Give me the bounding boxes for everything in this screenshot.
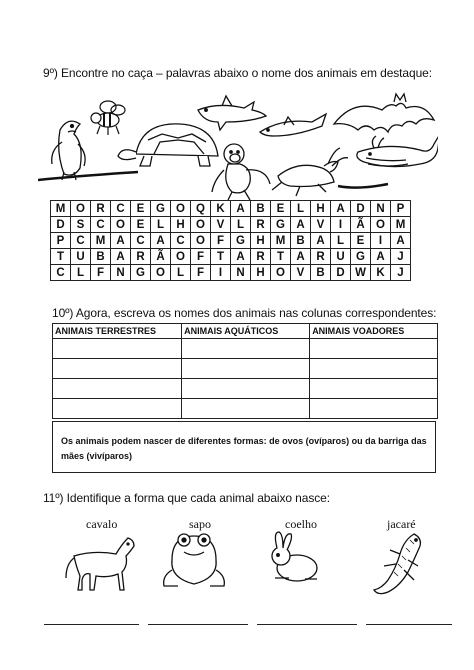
word-search-letter[interactable]: R: [131, 249, 151, 265]
horse-icon: [62, 530, 142, 594]
alligator-icon: [370, 530, 432, 596]
answer-cell[interactable]: [310, 379, 438, 399]
word-search-letter[interactable]: A: [331, 201, 351, 217]
word-search-letter[interactable]: L: [71, 265, 91, 281]
word-search-letter[interactable]: A: [231, 249, 251, 265]
answer-line-sapo[interactable]: [148, 624, 248, 625]
word-search-letter[interactable]: G: [271, 217, 291, 233]
word-search-letter[interactable]: C: [131, 233, 151, 249]
answer-cell[interactable]: [310, 339, 438, 359]
question-11-text: 11º) Identifique a forma que cada animal abaixo nasce:: [43, 491, 330, 505]
word-search-letter[interactable]: D: [351, 201, 371, 217]
word-search-letter[interactable]: C: [51, 265, 71, 281]
word-search-letter[interactable]: O: [111, 217, 131, 233]
word-search-letter[interactable]: U: [331, 249, 351, 265]
word-search-letter[interactable]: U: [71, 249, 91, 265]
word-search-letter[interactable]: N: [371, 201, 391, 217]
info-box: [52, 421, 436, 473]
answer-cell[interactable]: [310, 399, 438, 419]
shark-icon: [198, 96, 266, 130]
word-search-letter[interactable]: L: [231, 217, 251, 233]
word-search-letter[interactable]: M: [51, 201, 71, 217]
answer-cell[interactable]: [310, 359, 438, 379]
word-search-letter[interactable]: O: [271, 265, 291, 281]
word-search-letter[interactable]: R: [311, 249, 331, 265]
whale-icon: [357, 134, 438, 167]
word-search-letter[interactable]: G: [351, 249, 371, 265]
word-search-letter[interactable]: A: [371, 249, 391, 265]
word-search-letter[interactable]: V: [211, 217, 231, 233]
answer-line-cavalo[interactable]: [44, 624, 139, 625]
word-search-letter[interactable]: B: [291, 233, 311, 249]
answer-cell[interactable]: [182, 379, 310, 399]
word-search-letter[interactable]: O: [191, 233, 211, 249]
word-search-letter[interactable]: L: [151, 217, 171, 233]
word-search-letter[interactable]: A: [111, 233, 131, 249]
word-search-letter[interactable]: B: [311, 265, 331, 281]
word-search-letter[interactable]: F: [211, 233, 231, 249]
word-search-letter[interactable]: H: [251, 265, 271, 281]
word-search-letter[interactable]: O: [371, 217, 391, 233]
word-search-letter[interactable]: V: [291, 265, 311, 281]
word-search-letter[interactable]: T: [271, 249, 291, 265]
animal-label-sapo: sapo: [189, 517, 211, 531]
word-search-letter[interactable]: E: [271, 201, 291, 217]
word-search-letter[interactable]: S: [71, 217, 91, 233]
header-terrestrial: ANIMAIS TERRESTRES: [53, 324, 182, 339]
word-search-letter[interactable]: A: [111, 249, 131, 265]
header-aquatic: ANIMAIS AQUÁTICOS: [182, 324, 310, 339]
word-search-letter[interactable]: R: [91, 201, 111, 217]
bee-icon: [91, 101, 125, 135]
question-9-text: 9º) Encontre no caça – palavras abaixo o nome dos animais em destaque:: [43, 66, 432, 80]
header-flying: ANIMAIS VOADORES: [310, 324, 438, 339]
word-search-letter[interactable]: V: [311, 217, 331, 233]
word-search-letter[interactable]: A: [391, 233, 411, 249]
info-text: Os animais podem nascer de diferentes formas: de ovos (ovíparos) ou da barriga das mães (vivíparos): [61, 436, 427, 461]
word-search-letter[interactable]: O: [191, 217, 211, 233]
word-search-letter[interactable]: B: [91, 249, 111, 265]
word-search-letter[interactable]: O: [171, 249, 191, 265]
animal-columns-table: [52, 323, 438, 419]
animal-label-coelho: coelho: [285, 517, 317, 531]
word-search-letter[interactable]: G: [151, 201, 171, 217]
monkey-icon: [212, 144, 270, 200]
word-search-letter[interactable]: M: [391, 217, 411, 233]
word-search-letter[interactable]: O: [171, 201, 191, 217]
word-search-letter[interactable]: K: [211, 201, 231, 217]
answer-cell[interactable]: [53, 399, 182, 419]
answer-cell[interactable]: [182, 339, 310, 359]
word-search-letter[interactable]: N: [111, 265, 131, 281]
word-search-letter[interactable]: F: [91, 265, 111, 281]
word-search-letter[interactable]: W: [351, 265, 371, 281]
word-search-letter[interactable]: L: [331, 233, 351, 249]
answer-cell[interactable]: [182, 399, 310, 419]
animal-label-jacare: jacaré: [387, 517, 416, 531]
word-search-letter[interactable]: F: [191, 249, 211, 265]
word-search-letter[interactable]: E: [131, 201, 151, 217]
word-search-row: [51, 265, 411, 281]
word-search-letter[interactable]: C: [111, 201, 131, 217]
question-10-text: 10º) Agora, escreva os nomes dos animais nas colunas correspondentes:: [52, 306, 437, 320]
word-search-letter[interactable]: C: [71, 233, 91, 249]
word-search-letter[interactable]: L: [291, 201, 311, 217]
word-search-letter[interactable]: C: [171, 233, 191, 249]
word-search-row: [51, 233, 411, 249]
bat-icon: [334, 94, 434, 132]
word-search-letter[interactable]: L: [171, 265, 191, 281]
animal-label-cavalo: cavalo: [86, 517, 118, 531]
word-search-row: [51, 217, 411, 233]
word-search-row: [51, 201, 411, 217]
word-search-letter[interactable]: N: [231, 265, 251, 281]
frog-icon: [160, 530, 226, 590]
word-search-letter[interactable]: I: [371, 233, 391, 249]
word-search-letter[interactable]: J: [391, 265, 411, 281]
rabbit-icon: [265, 530, 325, 586]
word-search-letter[interactable]: M: [91, 233, 111, 249]
word-search-letter[interactable]: M: [271, 233, 291, 249]
word-search-letter[interactable]: B: [251, 201, 271, 217]
word-search-letter[interactable]: I: [211, 265, 231, 281]
answer-cell[interactable]: [53, 339, 182, 359]
word-search-row: [51, 249, 411, 265]
word-search-letter[interactable]: P: [51, 233, 71, 249]
word-search-letter[interactable]: A: [231, 201, 251, 217]
word-search-letter[interactable]: A: [291, 249, 311, 265]
answer-cell[interactable]: [53, 379, 182, 399]
animals-illustration: [38, 92, 438, 202]
answer-cell[interactable]: [182, 359, 310, 379]
word-search-letter[interactable]: C: [91, 217, 111, 233]
word-search-letter[interactable]: T: [211, 249, 231, 265]
word-search-letter[interactable]: O: [151, 265, 171, 281]
word-search-letter[interactable]: F: [191, 265, 211, 281]
word-search-letter[interactable]: A: [291, 217, 311, 233]
word-search-letter[interactable]: J: [391, 249, 411, 265]
dolphin-icon: [260, 114, 326, 136]
word-search-letter[interactable]: D: [51, 217, 71, 233]
word-search-letter[interactable]: A: [311, 233, 331, 249]
word-search-letter[interactable]: A: [151, 233, 171, 249]
word-search-letter[interactable]: E: [351, 233, 371, 249]
word-search-letter[interactable]: G: [231, 233, 251, 249]
word-search-letter[interactable]: G: [131, 265, 151, 281]
word-search-letter[interactable]: Ã: [351, 217, 371, 233]
word-search-letter[interactable]: R: [251, 249, 271, 265]
answer-line-jacare[interactable]: [366, 624, 452, 625]
word-search-letter[interactable]: H: [251, 233, 271, 249]
word-search-letter[interactable]: Q: [191, 201, 211, 217]
word-search-letter[interactable]: Ã: [151, 249, 171, 265]
answer-cell[interactable]: [53, 359, 182, 379]
word-search-letter[interactable]: E: [131, 217, 151, 233]
word-search-letter[interactable]: R: [251, 217, 271, 233]
answer-line-coelho[interactable]: [257, 624, 357, 625]
word-search-letter[interactable]: H: [311, 201, 331, 217]
word-search-letter[interactable]: P: [391, 201, 411, 217]
word-search-letter[interactable]: H: [171, 217, 191, 233]
word-search-grid: [50, 200, 411, 281]
word-search-letter[interactable]: I: [331, 217, 351, 233]
word-search-letter[interactable]: D: [331, 265, 351, 281]
turtle-icon: [118, 124, 218, 166]
word-search-letter[interactable]: T: [51, 249, 71, 265]
word-search-letter[interactable]: O: [71, 201, 91, 217]
word-search-letter[interactable]: K: [371, 265, 391, 281]
